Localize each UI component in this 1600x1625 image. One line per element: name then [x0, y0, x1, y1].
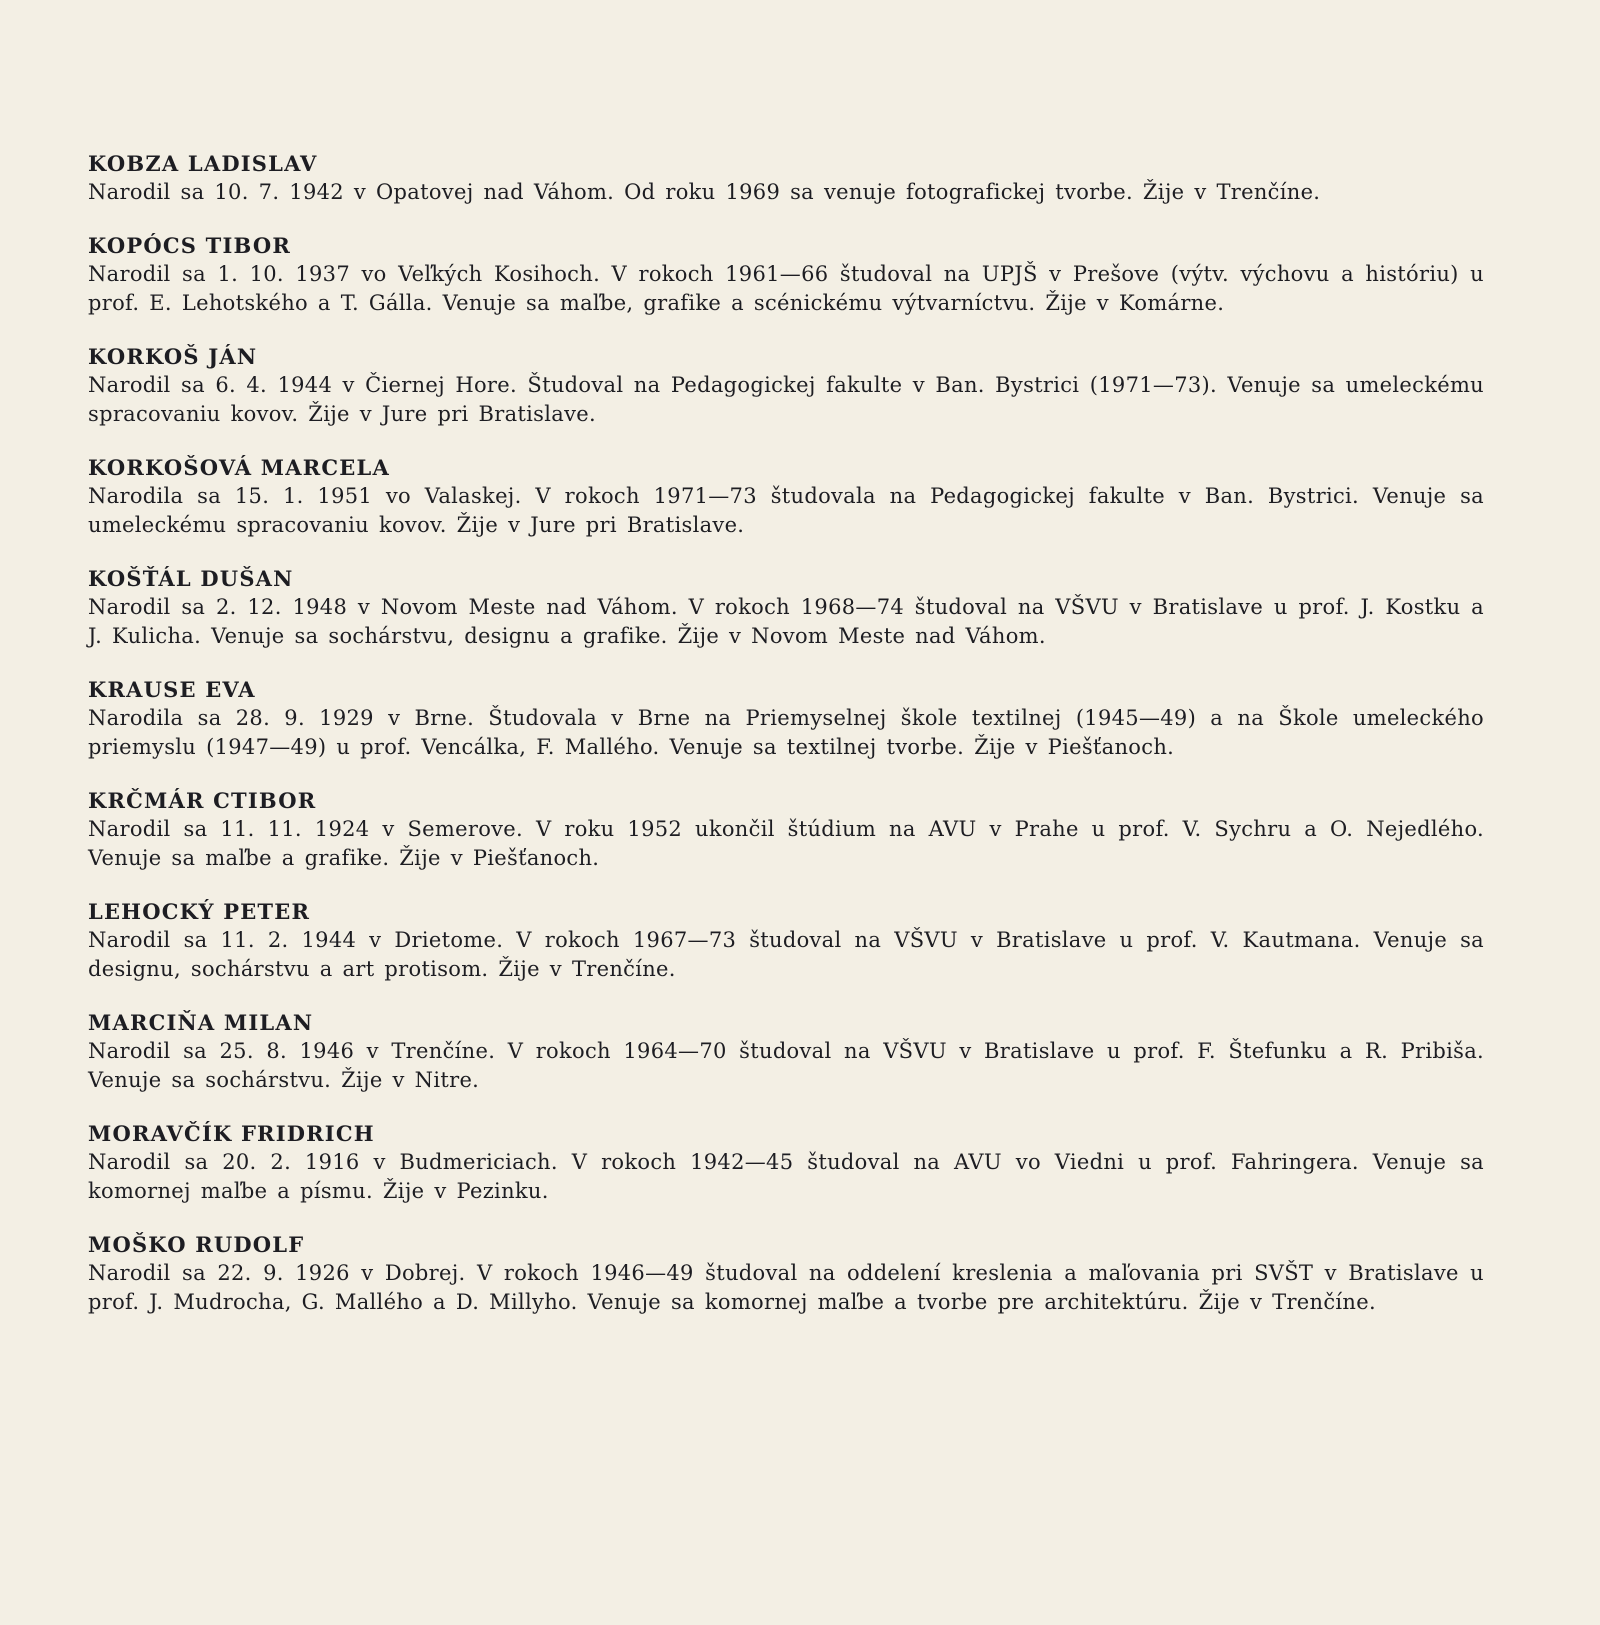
entry-mosko-rudolf — [88, 1231, 1484, 1318]
entry-name: MORAVČÍK FRIDRICH — [88, 1120, 375, 1146]
entry-bio: Narodil sa 11. 11. 1924 v Semerove. V roku 1952 ukončil štúdium na AVU v Prahe u prof. V. Sychru a O. Nejedlého. Venuje sa maľbe a grafike. Žije v Piešťanoch. — [88, 816, 1484, 870]
entry-name: MOŠKO RUDOLF — [88, 1231, 305, 1257]
entry-moravcik-fridrich — [88, 1120, 1484, 1207]
entry-bio: Narodil sa 11. 2. 1944 v Drietome. V rokoch 1967—73 študoval na VŠVU v Bratislave u prof. V. Kautmana. Venuje sa designu, sochárstvu a art protisom. Žije v Trenčíne. — [88, 927, 1484, 981]
entry-bio: Narodil sa 6. 4. 1944 v Čiernej Hore. Študoval na Pedagogickej fakulte v Ban. Bystrici (1971—73). Venuje sa umeleckému spracovaniu kovov. Žije v Jure pri Bratislave. — [88, 372, 1484, 426]
entry-krcmar-ctibor — [88, 787, 1484, 874]
entry-marcina-milan — [88, 1009, 1484, 1096]
entry-bio: Narodil sa 25. 8. 1946 v Trenčíne. V rokoch 1964—70 študoval na VŠVU v Bratislave u prof. F. Štefunku a R. Pribiša. Venuje sa sochárstvu. Žije v Nitre. — [88, 1038, 1484, 1092]
entry-bio: Narodil sa 20. 2. 1916 v Budmericiach. V rokoch 1942—45 študoval na AVU vo Viedni u prof. Fahringera. Venuje sa komornej maľbe a písmu. Žije v Pezinku. — [88, 1149, 1484, 1203]
entry-bio: Narodil sa 2. 12. 1948 v Novom Meste nad Váhom. V rokoch 1968—74 študoval na VŠVU v Bratislave u prof. J. Kostku a J. Kulicha. Venuje sa sochárstvu, designu a grafike. Žije v Novom Meste nad Váhom. — [88, 594, 1484, 648]
entry-name: MARCIŇA MILAN — [88, 1009, 314, 1035]
entry-name: KORKOŠOVÁ MARCELA — [88, 454, 390, 480]
entry-bio: Narodila sa 28. 9. 1929 v Brne. Študovala v Brne na Priemyselnej škole textilnej (1945—49) a na Škole umeleckého priemyslu (1947—49) u prof. Vencálka, F. Mallého. Venuje sa textilnej tvorbe. Žije v Piešťanoch. — [88, 705, 1484, 759]
entry-korkosova-marcela — [88, 454, 1484, 541]
entry-name: KRAUSE EVA — [88, 676, 256, 702]
entry-kostal-dusan — [88, 565, 1484, 652]
entry-name: KRČMÁR CTIBOR — [88, 787, 317, 813]
entry-kopocs-tibor — [88, 232, 1484, 319]
entry-bio: Narodil sa 10. 7. 1942 v Opatovej nad Váhom. Od roku 1969 sa venuje fotografickej tvorbe. Žije v Trenčíne. — [88, 180, 1321, 204]
biography-list — [88, 150, 1484, 1342]
entry-krause-eva — [88, 676, 1484, 763]
entry-lehocky-peter — [88, 898, 1484, 985]
entry-bio: Narodil sa 22. 9. 1926 v Dobrej. V rokoch 1946—49 študoval na oddelení kreslenia a maľovania pri SVŠT v Bratislave u prof. J. Mudrocha, G. Mallého a D. Millyho. Venuje sa komornej maľbe a tvorbe pre architektúru. Žije v Trenčíne. — [88, 1260, 1484, 1314]
entry-kobza-ladislav — [88, 150, 1484, 208]
entry-bio: Narodila sa 15. 1. 1951 vo Valaskej. V rokoch 1971—73 študovala na Pedagogickej fakulte v Ban. Bystrici. Venuje sa umeleckému spracovaniu kovov. Žije v Jure pri Bratislave. — [88, 483, 1484, 537]
entry-name: KOBZA LADISLAV — [88, 151, 318, 176]
entry-bio: Narodil sa 1. 10. 1937 vo Veľkých Kosihoch. V rokoch 1961—66 študoval na UPJŠ v Prešove (výtv. výchovu a históriu) u prof. E. Lehotského a T. Gálla. Venuje sa maľbe, grafike a scénickému výtvarníctvu. Žije v Komárne. — [88, 261, 1484, 315]
entry-name: KORKOŠ JÁN — [88, 343, 258, 369]
entry-name: KOPÓCS TIBOR — [88, 232, 291, 258]
entry-name: LEHOCKÝ PETER — [88, 898, 311, 924]
entry-korkos-jan — [88, 343, 1484, 430]
entry-name: KOŠŤÁL DUŠAN — [88, 565, 294, 591]
